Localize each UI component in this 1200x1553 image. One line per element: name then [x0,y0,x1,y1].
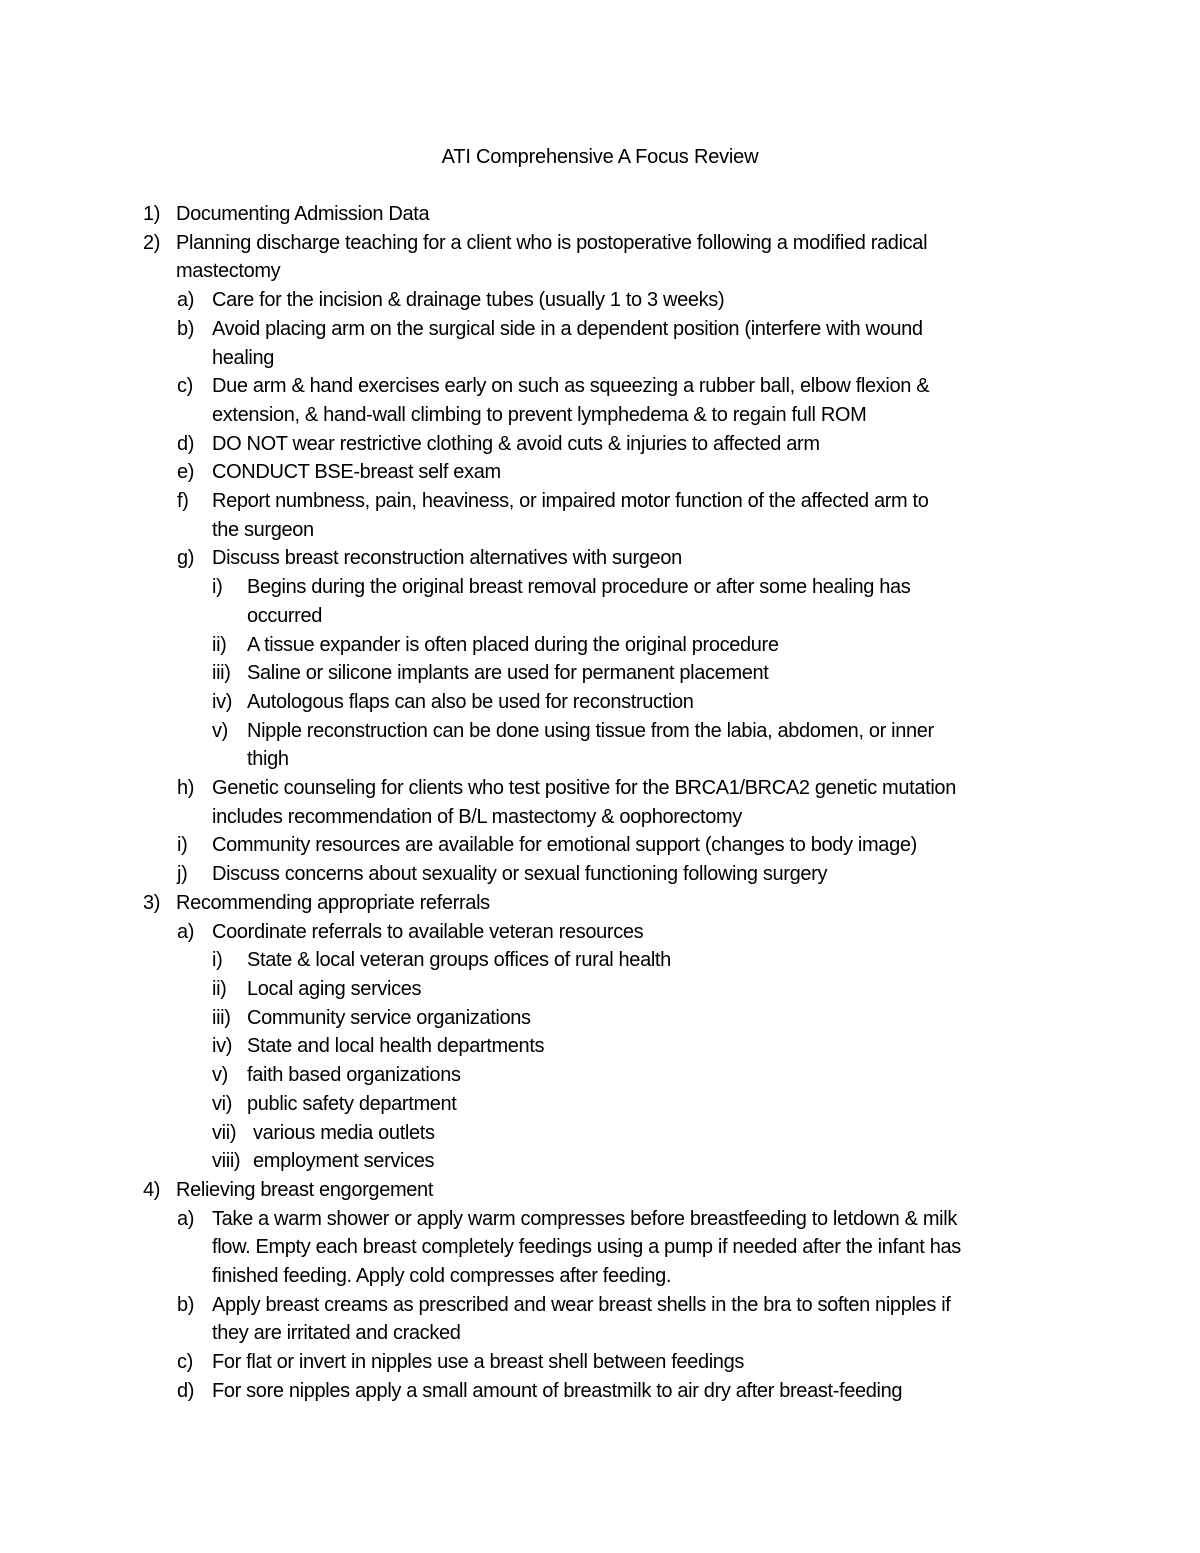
outline-line [0,344,1200,373]
list-marker: a) [177,289,195,312]
list-marker: vi) [212,1092,233,1115]
list-marker: v) [212,719,228,742]
list-item-text: Saline or silicone implants are used for permanent placement [247,662,769,685]
list-item-text: State & local veteran groups offices of rural health [247,949,671,972]
list-item-text: Report numbness, pain, heaviness, or impaired motor function of the affected arm to [212,490,929,513]
list-marker: b) [177,317,195,340]
list-marker: a) [177,920,195,943]
list-item-text: Autologous flaps can also be used for reconstruction [247,690,694,713]
list-item-text: CONDUCT BSE-breast self exam [212,461,501,484]
outline-line [0,745,1200,774]
list-item-text: extension, & hand-wall climbing to prevent lymphedema & to regain full ROM [212,403,867,426]
outline-line [0,860,1200,889]
list-item-text: Avoid placing arm on the surgical side in a dependent position (interfere with wound [212,317,923,340]
list-marker: d) [177,432,195,455]
list-marker: 1) [143,203,161,225]
outline-line [0,315,1200,344]
outline-line [0,1377,1200,1406]
list-item-text: Community resources are available for emotional support (changes to body image) [212,834,917,857]
outline-line [0,1291,1200,1320]
list-item-text: they are irritated and cracked [212,1322,461,1345]
list-marker: 4) [143,1178,161,1201]
outline-line [0,1319,1200,1348]
list-item-text: Discuss concerns about sexuality or sexual functioning following surgery [212,863,828,886]
list-item-text: Nipple reconstruction can be done using tissue from the labia, abdomen, or inner [247,719,934,742]
outline-line [0,544,1200,573]
outline-line [0,1176,1200,1205]
outline-line [0,1147,1200,1176]
list-marker: vii) [212,1121,237,1144]
list-item-text: occurred [247,604,323,627]
list-item-text: Relieving breast engorgement [176,1178,434,1201]
list-marker: i) [212,949,223,972]
list-item-text: Planning discharge teaching for a client who is postoperative following a modified radical [176,231,928,254]
outline-line [0,487,1200,516]
list-item-text: finished feeding. Apply cold compresses after feeding. [212,1265,672,1288]
outline-line [0,1262,1200,1291]
list-marker: i) [212,576,223,599]
outline-line [0,975,1200,1004]
list-marker: 3) [143,891,161,914]
list-marker: iv) [212,1035,233,1058]
list-marker: ii) [212,633,227,656]
list-marker: ii) [212,977,227,1000]
list-item-text: Discuss breast reconstruction alternatives with surgeon [212,547,682,570]
outline-line [0,1348,1200,1377]
outline-line [0,774,1200,803]
outline-line [0,717,1200,746]
outline-line [0,573,1200,602]
outline-line [0,229,1200,258]
list-item-text: healing [212,346,275,369]
list-item-text: For flat or invert in nipples use a breast shell between feedings [212,1351,745,1374]
list-marker: 2) [143,231,161,254]
outline-line [0,430,1200,459]
outline-line [0,659,1200,688]
list-item-text: Coordinate referrals to available veteran resources [212,920,644,943]
list-item-text: Recommending appropriate referrals [176,891,490,914]
list-marker: iv) [212,690,233,713]
list-item-text: Due arm & hand exercises early on such as squeezing a rubber ball, elbow flexion & [212,375,930,398]
list-marker: viii) [212,1150,241,1173]
list-item-text: Apply breast creams as prescribed and wear breast shells in the bra to soften nipples if [212,1293,951,1316]
list-marker: d) [177,1379,195,1402]
outline-line [0,602,1200,631]
list-item-text: public safety department [247,1092,457,1115]
outline-list [0,200,1200,1406]
list-item-text: Genetic counseling for clients who test positive for the BRCA1/BRCA2 genetic mutation [212,777,956,800]
list-marker: j) [177,863,188,886]
outline-line [0,889,1200,918]
list-item-text: thigh [247,748,289,771]
list-item-text: various media outlets [253,1121,435,1144]
list-marker: a) [177,1207,195,1230]
list-item-text: State and local health departments [247,1035,545,1058]
list-item-text: includes recommendation of B/L mastectomy & oophorectomy [212,805,742,828]
outline-line [0,831,1200,860]
outline-line [0,946,1200,975]
outline-line [0,257,1200,286]
outline-line [0,1119,1200,1148]
outline-line [0,1004,1200,1033]
outline-line [0,200,1200,229]
list-marker: iii) [212,662,231,685]
list-item-text: Begins during the original breast removal procedure or after some healing has [247,576,911,599]
outline-line [0,1233,1200,1262]
list-marker: g) [177,547,195,570]
list-marker: f) [177,490,189,513]
list-item-text: Local aging services [247,977,422,1000]
outline-line [0,1205,1200,1234]
list-marker: c) [177,1351,193,1374]
outline-line [0,1061,1200,1090]
outline-line [0,631,1200,660]
list-item-text: For sore nipples apply a small amount of breastmilk to air dry after breast-feeding [212,1379,903,1402]
list-item-text: faith based organizations [247,1064,461,1087]
list-marker: h) [177,777,195,800]
outline-line [0,286,1200,315]
list-item-text: Community service organizations [247,1006,531,1029]
list-marker: i) [177,834,188,857]
list-marker: v) [212,1064,228,1087]
page-title: ATI Comprehensive A Focus Review [441,146,759,168]
list-item-text: mastectomy [176,260,281,283]
list-item-text: employment services [253,1150,435,1173]
outline-line [0,1090,1200,1119]
list-marker: iii) [212,1006,231,1029]
list-item-text: the surgeon [212,518,314,541]
outline-line [0,803,1200,832]
outline-line [0,918,1200,947]
list-item-text: A tissue expander is often placed during the original procedure [247,633,779,656]
outline-line [0,516,1200,545]
list-item-text: flow. Empty each breast completely feedings using a pump if needed after the infant has [212,1236,961,1259]
list-marker: b) [177,1293,195,1316]
outline-line [0,401,1200,430]
list-marker: c) [177,375,193,398]
outline-line [0,458,1200,487]
list-item-text: DO NOT wear restrictive clothing & avoid cuts & injuries to affected arm [212,432,820,455]
list-marker: e) [177,461,195,484]
outline-line [0,372,1200,401]
list-item-text: Care for the incision & drainage tubes (usually 1 to 3 weeks) [212,289,725,312]
list-item-text: Take a warm shower or apply warm compresses before breastfeeding to letdown & milk [212,1207,957,1230]
outline-line [0,688,1200,717]
outline-line [0,1032,1200,1061]
list-item-text: Documenting Admission Data [176,203,430,225]
